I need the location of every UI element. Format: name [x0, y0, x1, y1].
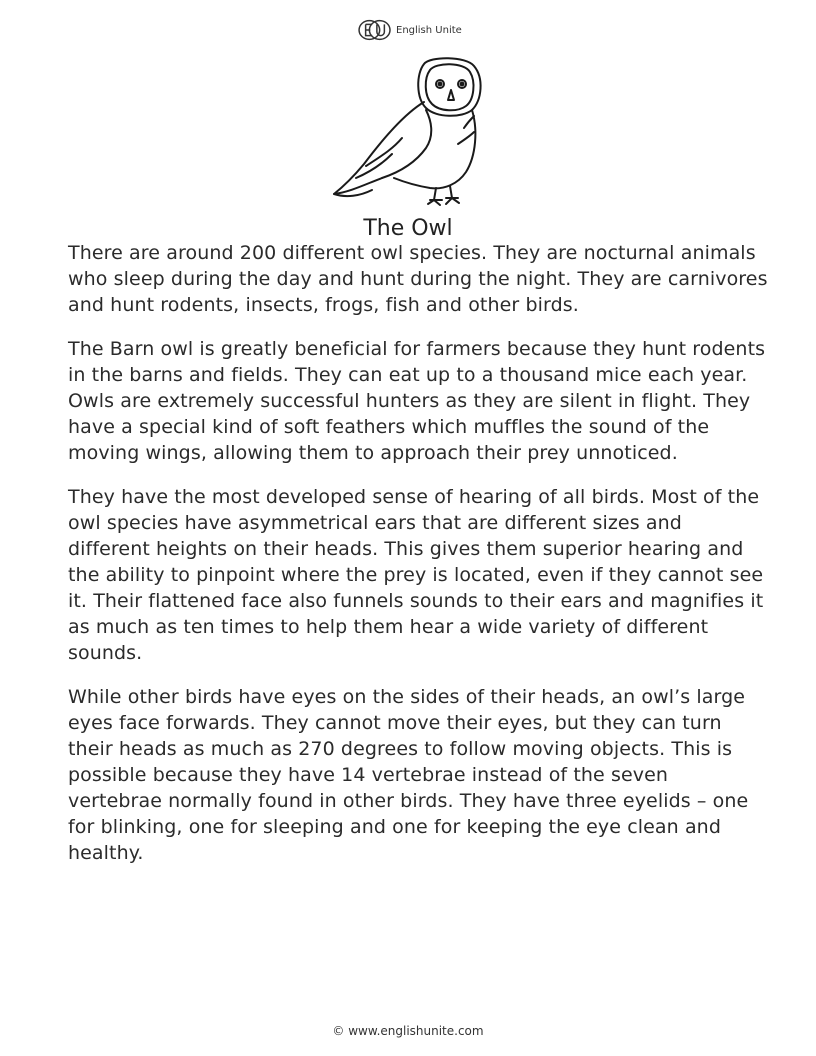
page-title: The Owl [363, 216, 453, 241]
paragraph-1: There are around 200 different owl species. They are nocturnal animals who sleep during the day and hunt during the night. They are carnivores and hunt rodents, insects, frogs, fish and other birds. [68, 242, 768, 316]
paragraph-2: The Barn owl is greatly beneficial for farmers because they hunt rodents in the barns and fields. They can eat up to a thousand mice each year. Owls are extremely successful hunters as they are silent in flight. They have a special kind of soft feathers which muffles the sound of the moving wings, allowing them to approach their prey unnoticed. [68, 338, 766, 464]
paragraph-3: They have the most developed sense of hearing of all birds. Most of the owl species have asymmetrical ears that are different sizes and different heights on their heads. This gives them superior hearing and the ability to pinpoint where the prey is located, even if they cannot see it. Their flattened face also funnels sounds to their ears and magnifies it as much as ten times to help them hear a wide variety of different sounds. [68, 486, 764, 664]
brand-name: English Unite [396, 24, 462, 36]
paragraph-4: While other birds have eyes on the sides of their heads, an owl’s large eyes face forwards. They cannot move their eyes, but they can turn their heads as much as 270 degrees to follow moving objects. This is possible because they have 14 vertebrae instead of the seven vertebrae normally found in other birds. They have three eyelids – one for blinking, one for sleeping and one for keeping the eye clean and healthy. [68, 686, 749, 864]
barn-owl-icon [326, 52, 496, 212]
footer-copyright: © www.englishunite.com [332, 1024, 484, 1038]
eu-monogram-logo-icon [356, 15, 394, 45]
brand-header [356, 14, 462, 46]
article-body [68, 240, 768, 884]
